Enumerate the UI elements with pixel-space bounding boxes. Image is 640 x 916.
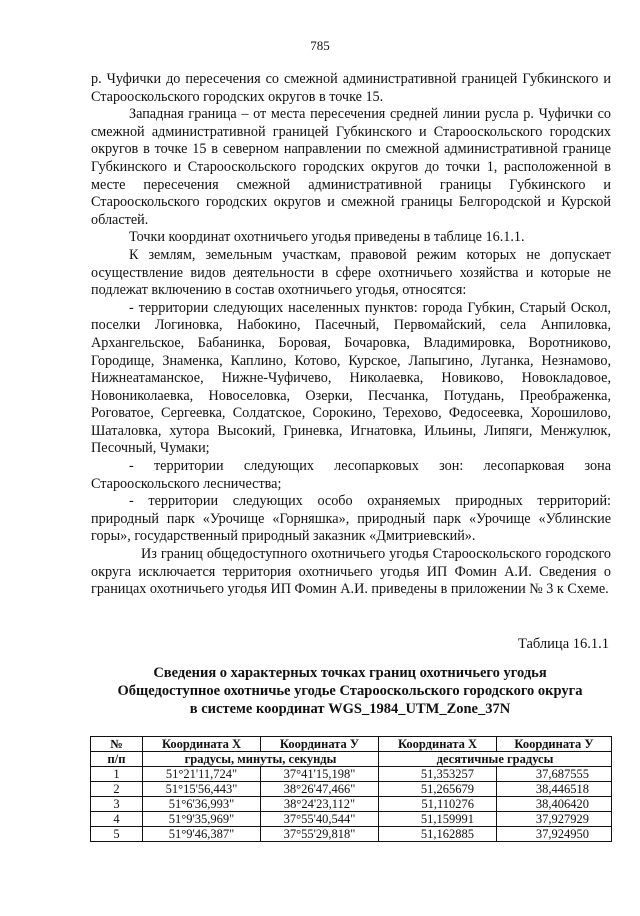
cell-x-dec: 51,353257: [379, 767, 497, 782]
list-item: - территории следующих населенных пунктов: города Губкин, Старый Оскол, поселки Логиновка, Набокино, Пасечный, Первомайский, села Анпиловка, Архангельское, Бабанинка, Боровая, Бочаровка, Владимировка, Воротниково, Городище, Знаменка, Каплино, Котово, Курское, Лапыгино, Луганка, Незнамово, Нижнеатаманское, Нижне-Чуфичево, Николаевка, Новиково, Новокладовое, Новониколаевка, Новоселовка, Озерки, Песчанка, Потудань, Преображенка, Роговатое, Сергеевка, Солдатское, Сорокино, Терехово, Федосеевка, Хорошилово, Шаталовка, хутора Высокий, Гриневка, Игнатовка, Ильины, Липяги, Менжулюк, Песочный, Чумаки;: [91, 299, 611, 457]
body-text: [91, 71, 611, 599]
table-row: [91, 782, 612, 797]
cell-y-dms: 37°41'15,198": [261, 767, 379, 782]
paragraph: Точки координат охотничьего угодья приведены в таблице 16.1.1.: [129, 229, 525, 246]
cell-x-dms: 51°6'36,993": [143, 797, 261, 812]
table-row: [91, 767, 612, 782]
table-title-line: Сведения о характерных точках границ охотничьего угодья: [153, 665, 547, 681]
table-title-line: в системе координат WGS_1984_UTM_Zone_37N: [189, 701, 511, 717]
cell-y-dms: 38°24'23,112": [261, 797, 379, 812]
cell-y-dec: 37,924950: [497, 827, 612, 842]
table-subheader-row: [91, 752, 612, 767]
header-dec-unit: десятичные градусы: [379, 752, 612, 767]
header-dms-unit: градусы, минуты, секунды: [143, 752, 379, 767]
list-item: - территории следующих лесопарковых зон: лесопарковая зона Старооскольского лесничества;: [91, 458, 611, 492]
cell-x-dec: 51,265679: [379, 782, 497, 797]
cell-x-dms: 51°9'35,969": [143, 812, 261, 827]
header-coord-x: Координата X: [143, 737, 261, 752]
cell-no: 2: [91, 782, 143, 797]
cell-x-dms: 51°21'11,724": [143, 767, 261, 782]
list-item: - территории следующих особо охраняемых природных территорий: природный парк «Урочище «Горняшка», природный парк «Урочище «Ублинские горы», государственный природный заказник «Дмитриевский».: [91, 493, 611, 545]
cell-no: 3: [91, 797, 143, 812]
cell-x-dms: 51°9'46,387": [143, 827, 261, 842]
cell-y-dec: 38,446518: [497, 782, 612, 797]
cell-y-dms: 38°26'47,466": [261, 782, 379, 797]
cell-y-dec: 38,406420: [497, 797, 612, 812]
cell-x-dec: 51,110276: [379, 797, 497, 812]
paragraph: р. Чуфички до пересечения со смежной административной границей Губкинского и Старооскольского городских округов в точке 15.: [91, 71, 611, 105]
cell-x-dec: 51,159991: [379, 812, 497, 827]
table-row: [91, 827, 612, 842]
header-no-sub: п/п: [91, 752, 143, 767]
table-title-line: Общедоступное охотничье угодье Старооскольского городского округа: [117, 683, 583, 699]
cell-y-dms: 37°55'40,544": [261, 812, 379, 827]
table-row: [91, 797, 612, 812]
cell-no: 4: [91, 812, 143, 827]
cell-x-dms: 51°15'56,443": [143, 782, 261, 797]
table-row: [91, 812, 612, 827]
cell-y-dms: 37°55'29,818": [261, 827, 379, 842]
paragraph: К землям, земельным участкам, правовой режим которых не допускает осуществление видов деятельности в сфере охотничьего хозяйства и которые не подлежат включению в состав охотничьего угодья, относятся:: [91, 246, 611, 299]
table-header-row: [91, 737, 612, 752]
page-number: 785: [310, 38, 330, 53]
coordinates-table: [90, 736, 612, 842]
cell-y-dec: 37,927929: [497, 812, 612, 827]
paragraph: Из границ общедоступного охотничьего угодья Старооскольского городского округа исключается территория охотничьего угодья ИП Фомин А.И. Сведения о границах охотничьего угодья ИП Фомин А.И. приведены в приложении № 3 к Схеме.: [91, 546, 611, 598]
cell-x-dec: 51,162885: [379, 827, 497, 842]
cell-y-dec: 37,687555: [497, 767, 612, 782]
header-no: №: [91, 737, 143, 752]
paragraph: Западная граница – от места пересечения средней линии русла р. Чуфички со смежной административной границей Губкинского и Старооскольского городских округов в точке 15 в северном направлении по смежной административной границе Губкинского и Старооскольского городских округов до точки 1, расположенной в месте пересечения смежной административной границы Губкинского и Старооскольского городских округов и смежной границы Белгородской и Курской областей.: [91, 106, 611, 228]
table-label: Таблица 16.1.1: [517, 636, 609, 652]
cell-no: 1: [91, 767, 143, 782]
header-coord-y: Координата У: [261, 737, 379, 752]
table-title: [60, 664, 640, 718]
header-coord-y-dec: Координата У: [497, 737, 612, 752]
cell-no: 5: [91, 827, 143, 842]
header-coord-x-dec: Координата X: [379, 737, 497, 752]
